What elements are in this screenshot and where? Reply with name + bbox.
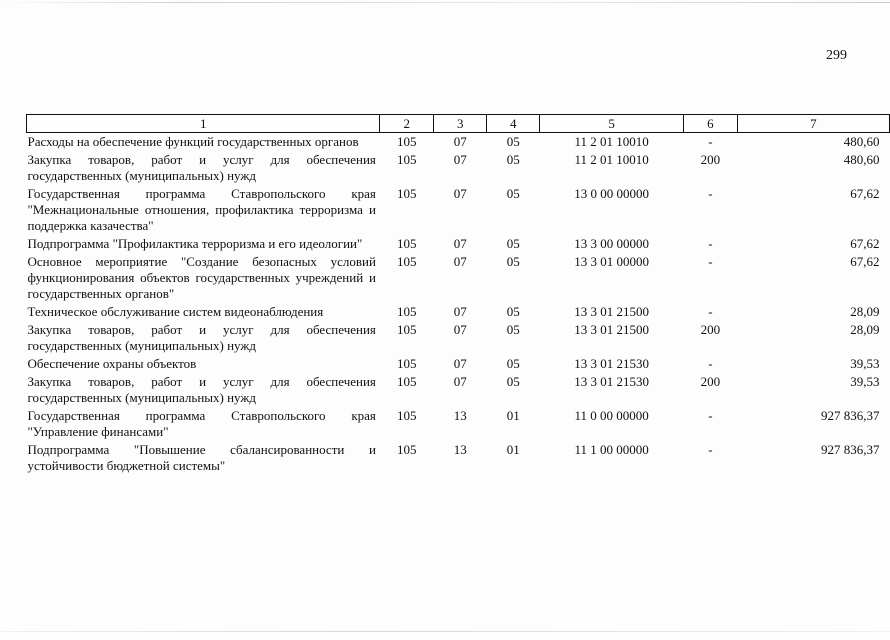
table-row xyxy=(27,321,890,355)
row-name: Обеспечение охраны объектов xyxy=(27,356,197,371)
row-col-6: - xyxy=(708,442,713,457)
row-col-4: 05 xyxy=(506,322,520,337)
row-col-2: 105 xyxy=(397,152,417,167)
header-cell-5: 5 xyxy=(540,115,684,133)
row-col-5: 11 0 00 00000 xyxy=(574,408,649,423)
table-row xyxy=(27,441,890,475)
row-col-2: 105 xyxy=(397,442,417,457)
row-col-3: 07 xyxy=(453,356,467,371)
row-name: Основное мероприятие "Создание безопасных условий функционирования объектов государственных учреждений и государственных органов" xyxy=(27,254,376,301)
row-name: Подпрограмма "Профилактика терроризма и его идеологии" xyxy=(27,236,363,251)
row-col-3: 13 xyxy=(453,442,467,457)
header-cell-1: 1 xyxy=(27,115,380,133)
row-col-7: 39,53 xyxy=(850,356,880,371)
row-col-4: 05 xyxy=(506,304,520,319)
row-col-3: 13 xyxy=(453,408,467,423)
row-col-6: - xyxy=(708,254,713,269)
row-col-2: 105 xyxy=(397,322,417,337)
row-col-7: 927 836,37 xyxy=(821,442,880,457)
row-col-2: 105 xyxy=(397,304,417,319)
scan-edge-top xyxy=(0,2,890,3)
row-col-7: 39,53 xyxy=(850,374,880,389)
row-col-2: 105 xyxy=(397,134,417,149)
row-col-4: 05 xyxy=(506,374,520,389)
row-name: Техническое обслуживание систем видеонаблюдения xyxy=(27,304,324,319)
row-col-3: 07 xyxy=(453,236,467,251)
table-row xyxy=(27,407,890,441)
table-row xyxy=(27,303,890,321)
row-col-4: 05 xyxy=(506,254,520,269)
row-name: Закупка товаров, работ и услуг для обеспечения государственных (муниципальных) нужд xyxy=(27,152,376,183)
row-col-7: 480,60 xyxy=(843,152,880,167)
row-col-2: 105 xyxy=(397,236,417,251)
row-col-6: 200 xyxy=(700,152,721,167)
row-col-7: 480,60 xyxy=(843,134,880,149)
row-col-6: - xyxy=(708,236,713,251)
header-cell-4: 4 xyxy=(487,115,540,133)
row-col-3: 07 xyxy=(453,254,467,269)
row-col-4: 05 xyxy=(506,134,520,149)
row-col-6: - xyxy=(708,134,713,149)
row-col-3: 07 xyxy=(453,304,467,319)
table-row xyxy=(27,133,890,152)
row-col-2: 105 xyxy=(397,186,417,201)
row-col-5: 13 3 01 21500 xyxy=(574,304,649,319)
row-col-6: - xyxy=(708,408,713,423)
row-col-2: 105 xyxy=(397,356,417,371)
row-col-7: 67,62 xyxy=(850,186,880,201)
row-col-4: 05 xyxy=(506,186,520,201)
row-col-6: 200 xyxy=(700,374,721,389)
row-col-5: 13 3 01 21530 xyxy=(574,374,649,389)
row-col-3: 07 xyxy=(453,134,467,149)
budget-table-container xyxy=(26,114,890,475)
row-col-5: 11 1 00 00000 xyxy=(574,442,649,457)
row-col-7: 927 836,37 xyxy=(821,408,880,423)
row-col-6: - xyxy=(708,356,713,371)
row-name: Государственная программа Ставропольского края "Управление финансами" xyxy=(27,408,376,439)
page-number: 299 xyxy=(826,48,847,63)
row-col-7: 28,09 xyxy=(850,322,880,337)
row-name: Закупка товаров, работ и услуг для обеспечения государственных (муниципальных) нужд xyxy=(27,374,376,405)
table-row xyxy=(27,373,890,407)
row-col-7: 67,62 xyxy=(850,254,880,269)
row-col-4: 01 xyxy=(506,442,520,457)
row-col-5: 13 3 00 00000 xyxy=(574,236,649,251)
header-cell-7: 7 xyxy=(737,115,889,133)
header-cell-2: 2 xyxy=(380,115,434,133)
row-col-2: 105 xyxy=(397,408,417,423)
row-col-3: 07 xyxy=(453,374,467,389)
row-col-4: 05 xyxy=(506,356,520,371)
table-row xyxy=(27,355,890,373)
row-col-2: 105 xyxy=(397,374,417,389)
row-col-7: 28,09 xyxy=(850,304,880,319)
row-name: Закупка товаров, работ и услуг для обеспечения государственных (муниципальных) нужд xyxy=(27,322,376,353)
row-col-4: 01 xyxy=(506,408,520,423)
row-col-4: 05 xyxy=(506,236,520,251)
row-col-3: 07 xyxy=(453,186,467,201)
table-row xyxy=(27,185,890,235)
row-col-5: 13 3 01 21500 xyxy=(574,322,649,337)
header-row xyxy=(27,115,890,133)
row-col-5: 13 3 01 21530 xyxy=(574,356,649,371)
row-col-2: 105 xyxy=(397,254,417,269)
scan-edge-bottom xyxy=(0,631,890,632)
table-row xyxy=(27,253,890,303)
table-row xyxy=(27,235,890,253)
row-col-6: 200 xyxy=(700,322,721,337)
header-cell-3: 3 xyxy=(434,115,487,133)
row-name: Подпрограмма "Повышение сбалансированности и устойчивости бюджетной системы" xyxy=(27,442,376,473)
row-col-5: 13 3 01 00000 xyxy=(574,254,649,269)
row-col-3: 07 xyxy=(453,322,467,337)
row-name: Расходы на обеспечение функций государственных органов xyxy=(27,134,359,149)
budget-table xyxy=(26,114,890,475)
row-col-6: - xyxy=(708,304,713,319)
row-col-7: 67,62 xyxy=(850,236,880,251)
row-col-4: 05 xyxy=(506,152,520,167)
row-col-6: - xyxy=(708,186,713,201)
row-col-5: 11 2 01 10010 xyxy=(574,152,649,167)
table-row xyxy=(27,151,890,185)
header-cell-6: 6 xyxy=(683,115,737,133)
row-col-5: 11 2 01 10010 xyxy=(574,134,649,149)
row-col-3: 07 xyxy=(453,152,467,167)
row-name: Государственная программа Ставропольского края "Межнациональные отношения, профилактика терроризма и поддержка казачества" xyxy=(27,186,376,233)
row-col-5: 13 0 00 00000 xyxy=(574,186,649,201)
